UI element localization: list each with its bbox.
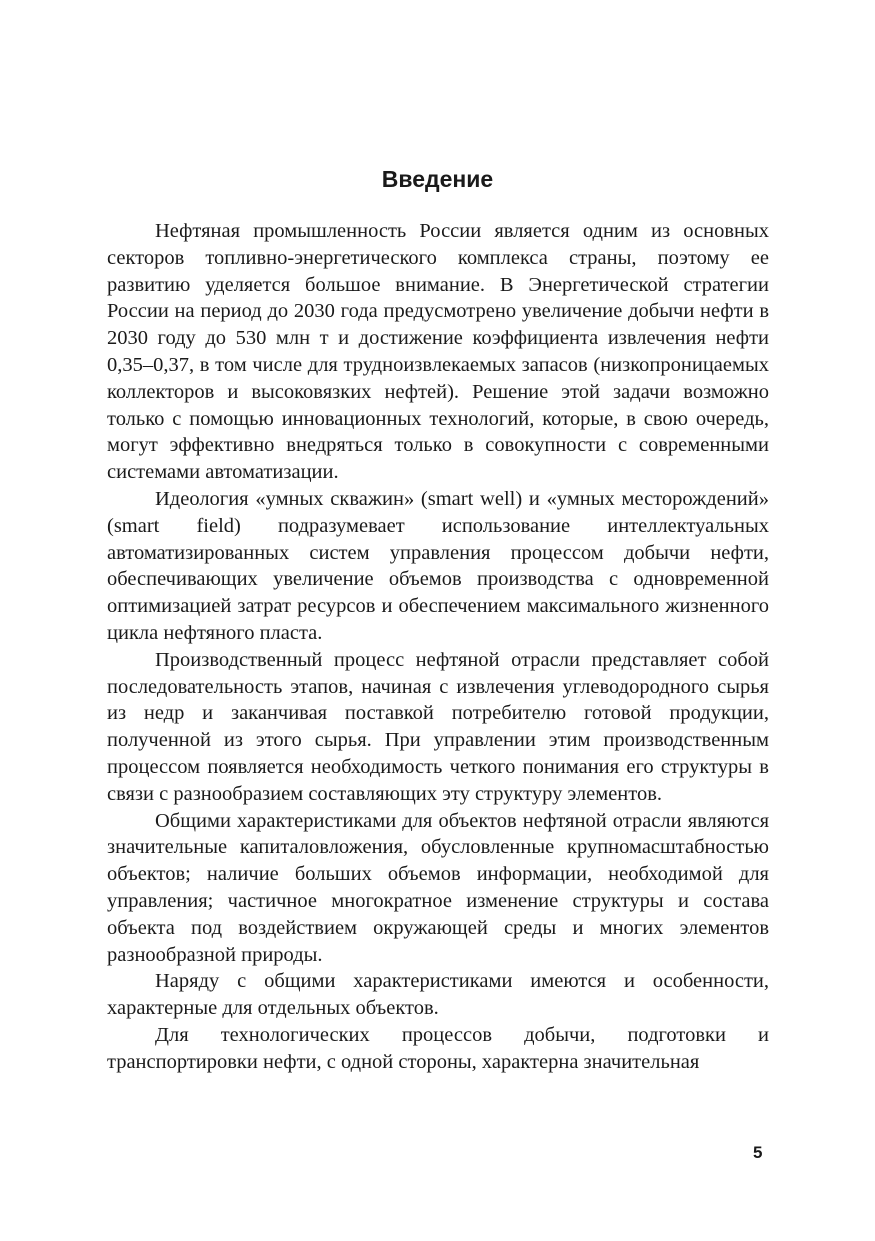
paragraph-2: Идеология «умных скважин» (smart well) и «умных месторождений» (smart field) подразумевает использование интеллектуальных автоматизированных систем управления процессом добычи нефти, обеспечивающих увеличение объемов производства с одновременной оптимизацией затрат ресурсов и обеспечением максимального жизненного цикла нефтяного пласта. xyxy=(107,487,769,644)
paragraph-5: Наряду с общими характеристиками имеются и особенности, характерные для отдельных объектов. xyxy=(107,970,769,1020)
paragraph-1: Нефтяная промышленность России является одним из основных секторов топливно-энергетического комплекса страны, поэтому ее развитию уделяется большое внимание. В Энергетической стратегии России на период до 2030 года предусмотрено увеличение добычи нефти в 2030 году до 530 млн т и достижение коэффициента извлечения нефти 0,35–0,37, в том числе для трудноизвлекаемых запасов (низкопроницаемых коллекторов и высоковязких нефтей). Решение этой задачи возможно только с помощью инновационных технологий, которые, в свою очередь, могут эффективно внедряться только в совокупности с современными системами автоматизации. xyxy=(107,220,769,484)
paragraph-3: Производственный процесс нефтяной отрасли представляет собой последовательность этапов, начиная с извлечения углеводородного сырья из недр и заканчивая поставкой потребителю готовой продукции, полученной из этого сырья. При управлении этим производственным процессом появляется необходимость четкого понимания его структуры в связи с разнообразием составляющих эту структуру элементов. xyxy=(107,648,769,805)
body-text xyxy=(107,218,769,1076)
paragraph-6: Для технологических процессов добычи, подготовки и транспортировки нефти, с одной стороны, характерна значительная xyxy=(107,1023,769,1073)
page-number: 5 xyxy=(753,1143,763,1162)
section-title: Введение xyxy=(381,166,494,192)
paragraph-4: Общими характеристиками для объектов нефтяной отрасли являются значительные капиталовложения, обусловленные крупномасштабностью объектов; наличие больших объемов информации, необходимой для управления; частичное многократное изменение структуры и состава объекта под воздействием окружающей среды и многих элементов разнообразной природы. xyxy=(107,809,769,966)
